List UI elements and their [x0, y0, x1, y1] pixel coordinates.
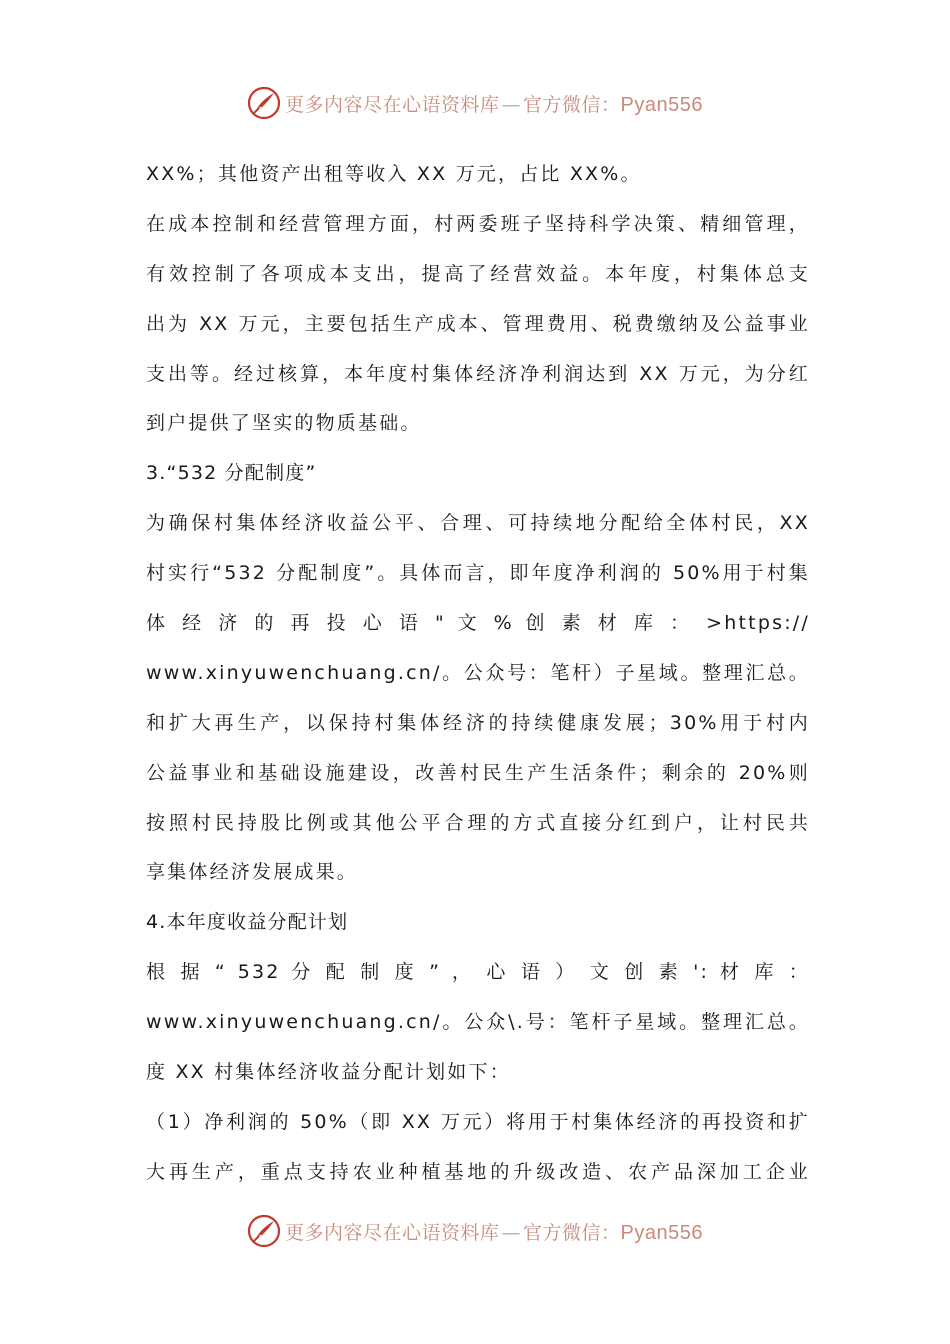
body-line: 度 XX 村集体经济收益分配计划如下：	[146, 1061, 511, 1084]
body-line: www.xinyuwenchuang.cn/。公众\.号：笔杆子星域。整理汇总。	[146, 1011, 810, 1034]
body-line: XX%；其他资产出租等收入 XX 万元，占比 XX%。	[146, 163, 642, 185]
body-line: 在成本控制和经营管理方面，村两委班子坚持科学决策、精细管理，	[146, 212, 810, 235]
header-dash: —	[501, 93, 522, 116]
body-line: 为确保村集体经济收益公平、合理、可持续地分配给全体村民，XX	[146, 512, 810, 535]
body-line: 和扩大再生产，以保持村集体经济的持续健康发展；30%用于村内	[146, 711, 810, 734]
body-line: 公益事业和基础设施建设，改善村民生产生活条件；剩余的 20%则	[146, 761, 810, 784]
body-line: 享集体经济发展成果。	[146, 861, 359, 884]
body-line: 按照村民持股比例或其他公平合理的方式直接分红到户，让村民共	[146, 811, 810, 834]
body-line: 大再生产，重点支持农业种植基地的升级改造、农产品深加工企业	[146, 1160, 810, 1183]
header-banner	[0, 83, 950, 123]
body-line: 根 据 “ 532 分 配 制 度 ” ， 心 语 ） 文 创 素 ': 材 库 ：	[146, 961, 810, 984]
footer-dash: —	[501, 1221, 522, 1244]
document-body	[146, 150, 810, 1198]
header-brand: 更多内容尽在心语资料库	[285, 93, 500, 116]
quill-logo-icon	[247, 86, 281, 120]
section-heading: 4.本年度收益分配计划	[146, 911, 349, 934]
header-text	[285, 90, 703, 117]
body-line: www.xinyuwenchuang.cn/。公众号：笔杆）子星域。整理汇总。	[146, 661, 810, 684]
section-heading: 3.“532 分配制度”	[146, 462, 317, 485]
quill-logo-icon	[247, 1214, 281, 1248]
body-line: （1）净利润的 50%（即 XX 万元）将用于村集体经济的再投资和扩	[146, 1110, 810, 1133]
footer-banner	[0, 1211, 950, 1251]
body-line: 体 经 济 的 再 投 心 语 " 文 % 创 素 材 库 ： >https://	[146, 612, 810, 635]
body-line: 支出等。经过核算，本年度村集体经济净利润达到 XX 万元，为分红	[146, 362, 810, 385]
footer-text	[285, 1218, 703, 1245]
body-line: 有效控制了各项成本支出，提高了经营效益。本年度，村集体总支	[146, 262, 810, 285]
footer-wechat-label: 官方微信：	[523, 1221, 621, 1244]
body-line: 到户提供了坚实的物质基础。	[146, 412, 422, 435]
header-wechat-label: 官方微信：	[523, 93, 621, 116]
body-line: 村实行“532 分配制度”。具体而言，即年度净利润的 50%用于村集	[146, 562, 810, 585]
footer-wechat-id: Pyan556	[620, 1221, 703, 1244]
body-line: 出为 XX 万元，主要包括生产成本、管理费用、税费缴纳及公益事业	[146, 312, 810, 335]
footer-brand: 更多内容尽在心语资料库	[285, 1221, 500, 1244]
header-wechat-id: Pyan556	[620, 93, 703, 116]
